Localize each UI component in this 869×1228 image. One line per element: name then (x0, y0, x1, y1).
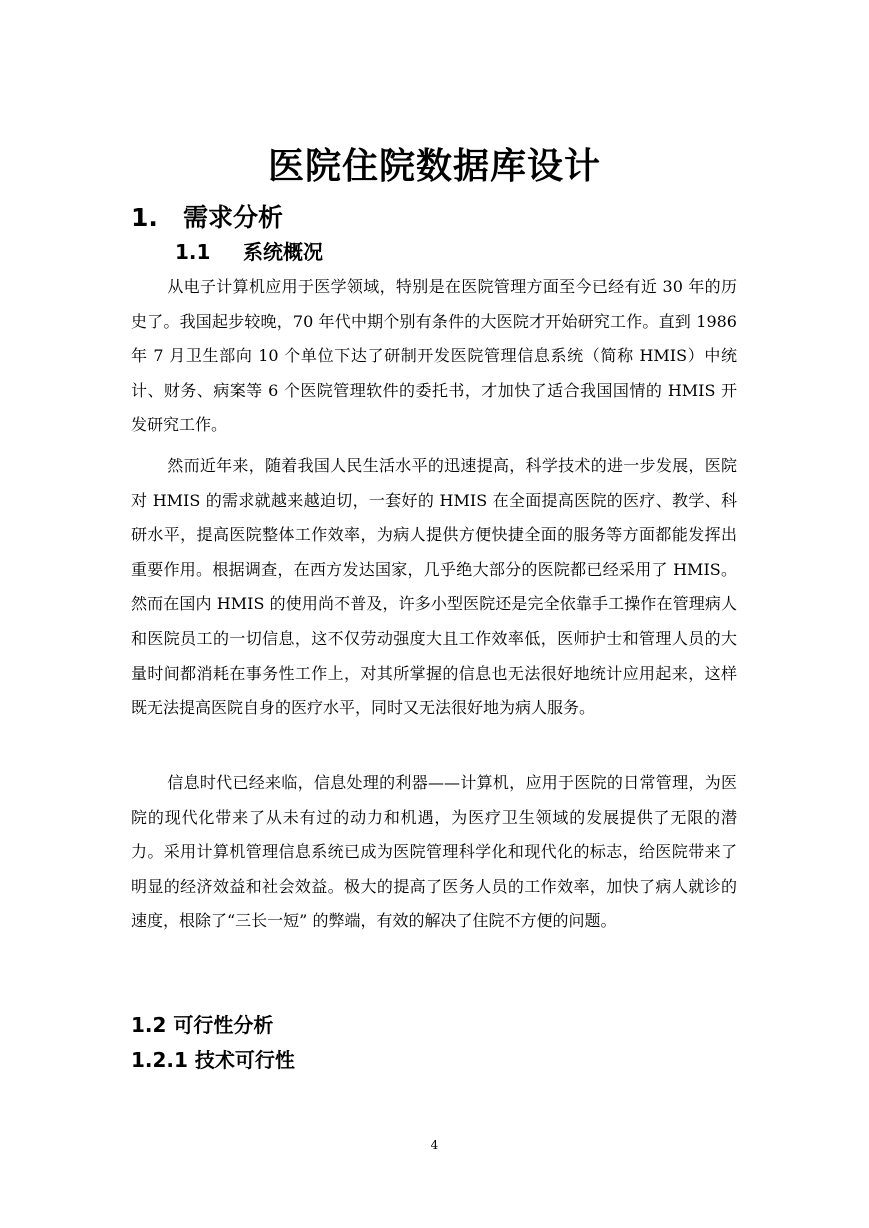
paragraph-2-text: 然而近年来，随着我国人民生活水平的迅速提高，科学技术的进一步发展，医院对 HMIS 的需求就越来越迫切，一套好的 HMIS 在全面提高医院的医疗、教学、科研水平，提高医院整体工作效率，为病人提供方便快捷全面的服务等方面都能发挥出重要作用。根据调查，在西方发达国家，几乎绝大部分的医院都已经采用了 HMIS。然而在国内 HMIS 的使用尚不普及，许多小型医院还是完全依靠手工操作在管理病人和医院员工的一切信息，这不仅劳动强度大且工作效率低，医师护士和管理人员的大量时间都消耗在事务性工作上，对其所掌握的信息也无法很好地统计应用起来，这样既无法提高医院自身的医疗水平，同时又无法很好地为病人服务。 (131, 456, 737, 718)
subsection-number: 1.1 (175, 240, 211, 264)
subsection-title: 系统概况 (243, 240, 323, 264)
paragraph-3 (131, 766, 737, 939)
paragraph-3-text: 信息时代已经来临，信息处理的利器——计算机，应用于医院的日常管理，为医院的现代化带来了从未有过的动力和机遇，为医疗卫生领域的发展提供了无限的潜力。采用计算机管理信息系统已成为医院管理科学化和现代化的标志，给医院带来了明显的经济效益和社会效益。极大的提高了医务人员的工作效率，加快了病人就诊的速度，根除了“三长一短” 的弊端，有效的解决了住院不方便的问题。 (131, 773, 737, 931)
paragraph-2 (131, 449, 737, 726)
subsection-heading-feasibility: 1.2 可行性分析 (131, 1013, 274, 1037)
page-number: 4 (430, 1138, 439, 1152)
section-title: 需求分析 (183, 203, 284, 232)
subsection-heading-technical-feasibility: 1.2.1 技术可行性 (131, 1048, 295, 1072)
subsection-heading-overview (175, 236, 323, 265)
paragraph-1 (131, 270, 737, 443)
section-heading-requirements (131, 198, 283, 234)
paragraph-1-text: 从电子计算机应用于医学领域，特别是在医院管理方面至今已经有近 30 年的历史了。我国起步较晚，70 年代中期个别有条件的大医院才开始研究工作。直到 1986 年 7 月卫生部向 10 个单位下达了研制开发医院管理信息系统（简称 HMIS）中统计、财务、病案等 6 个医院管理软件的委托书，才加快了适合我国国情的 HMIS 开发研究工作。 (131, 277, 737, 435)
section-number: 1. (131, 203, 158, 232)
document-title: 医院住院数据库设计 (267, 146, 601, 187)
